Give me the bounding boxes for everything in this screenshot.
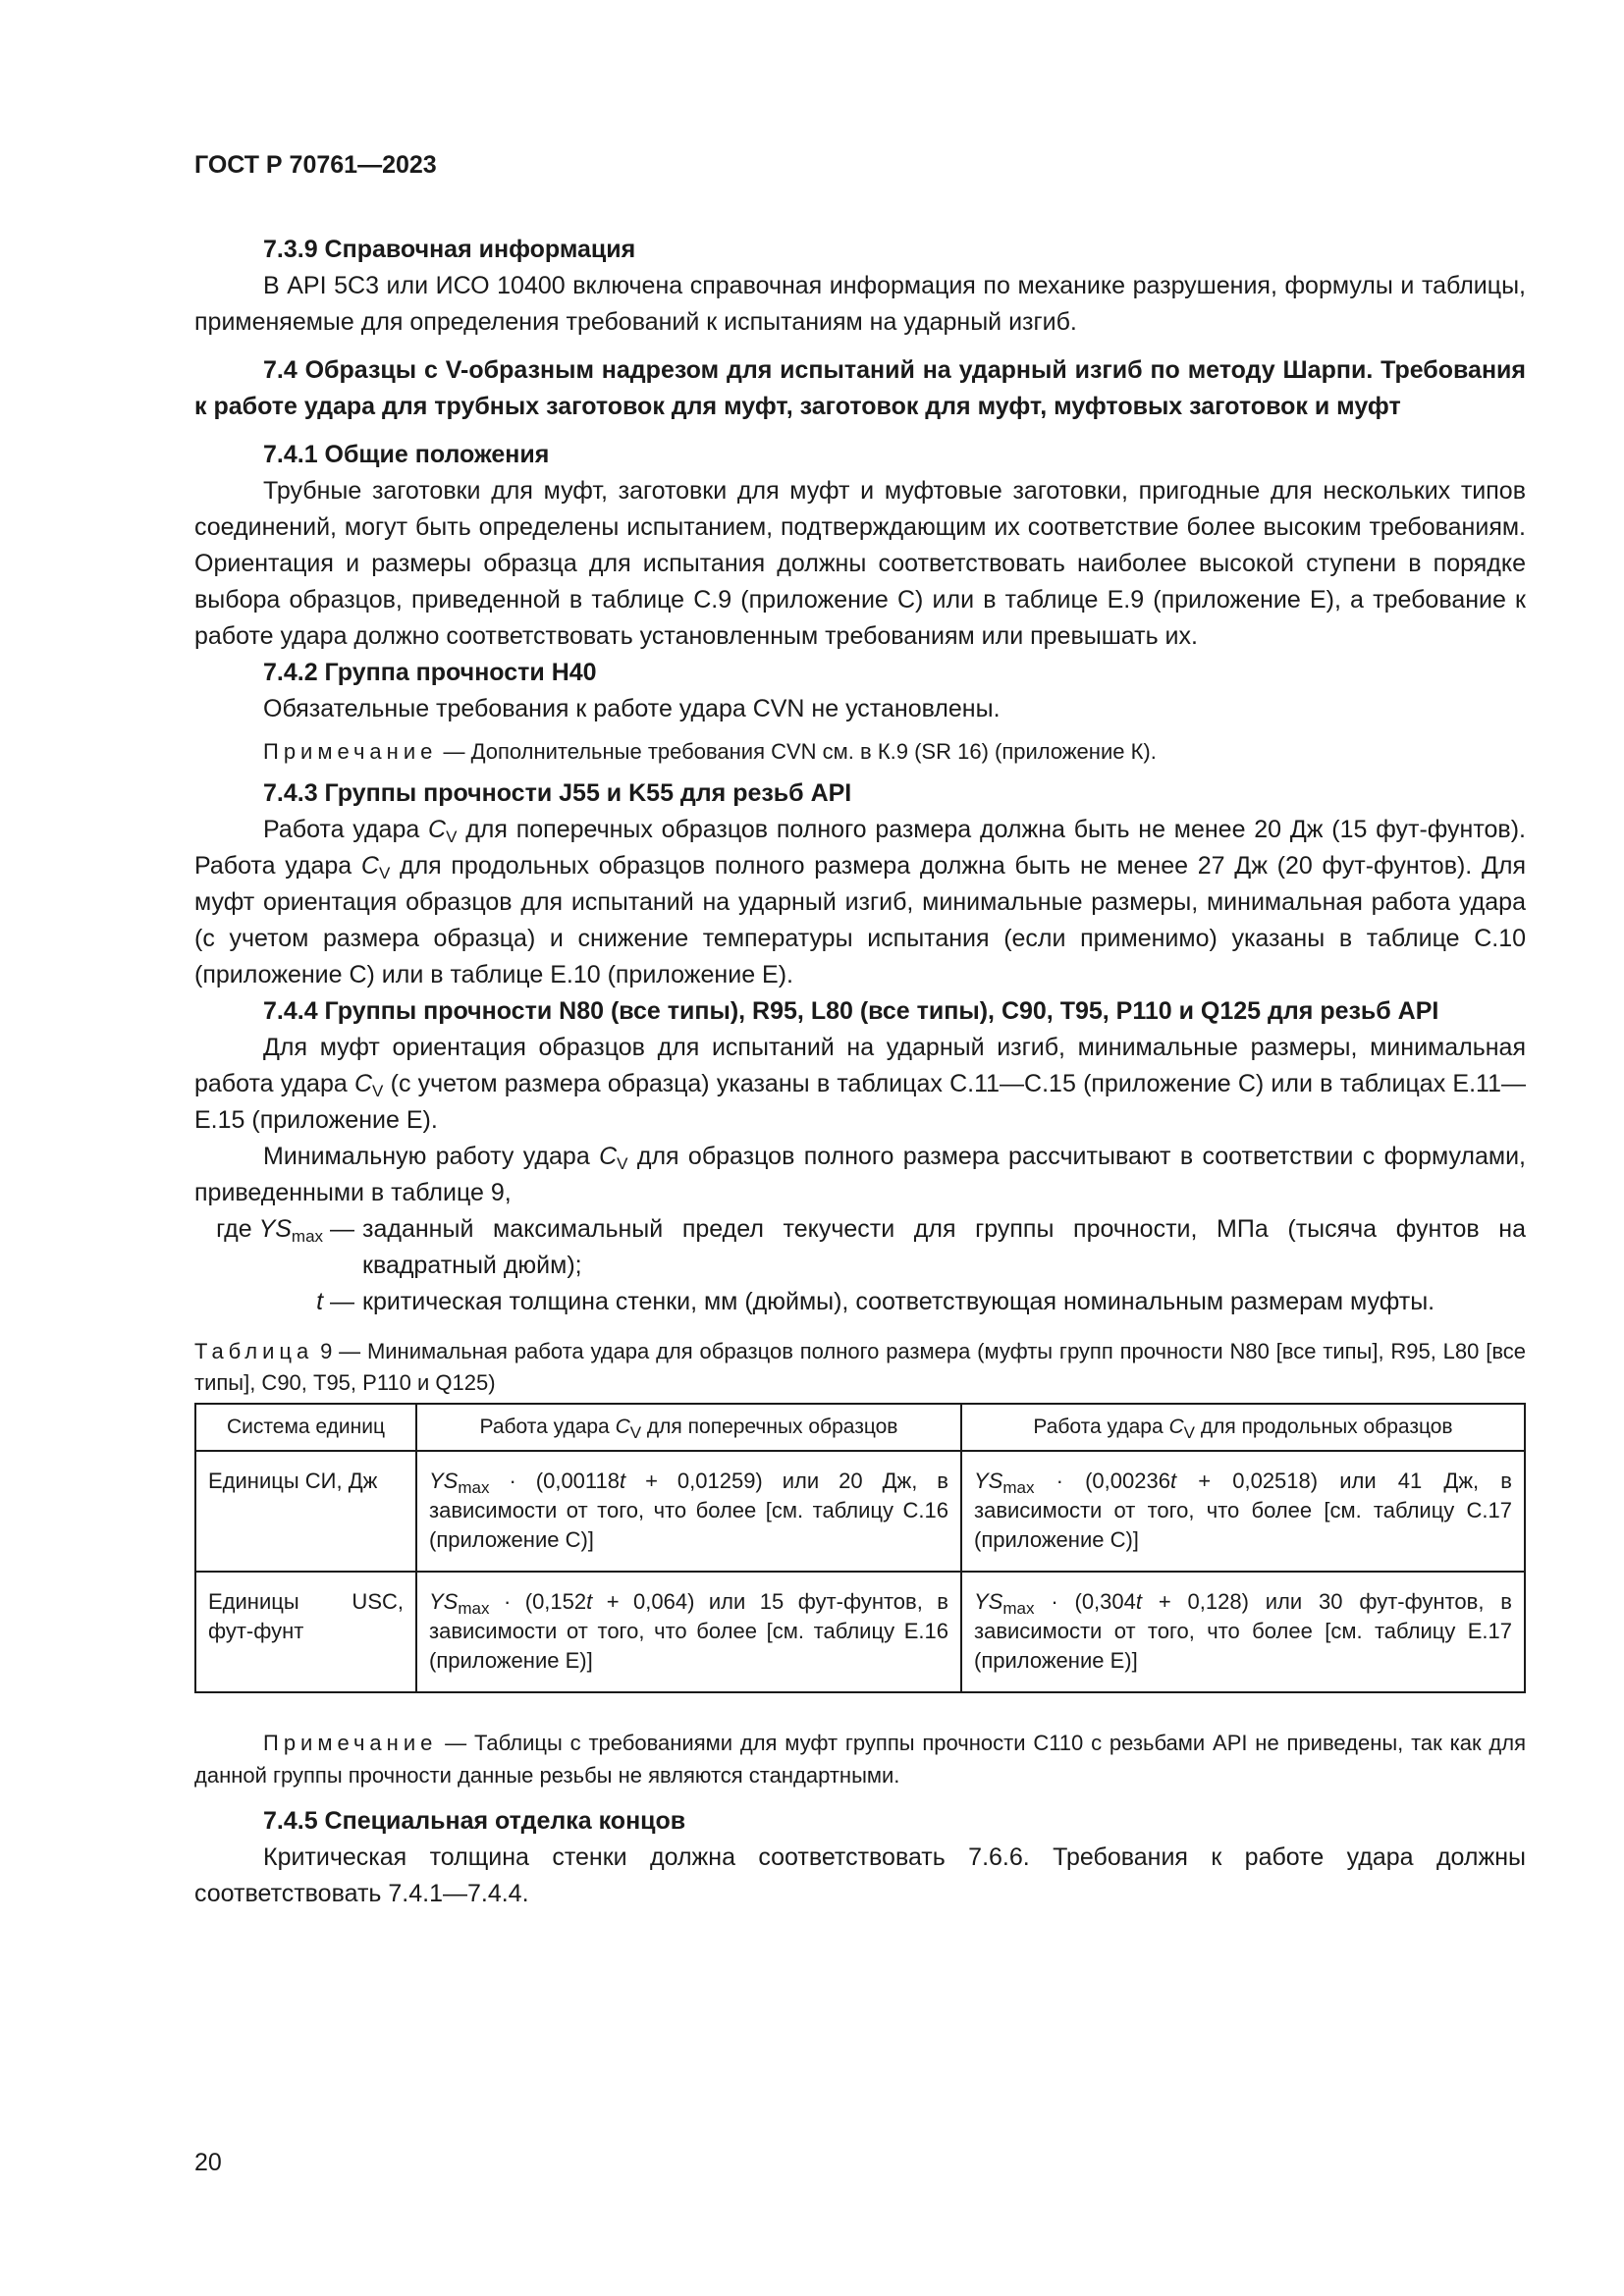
legend-ysmax-label: где $YS_{max}$ — <box>216 1215 354 1246</box>
section-7-3-9-text: В API 5C3 или ИСО 10400 включена справочная информация по механике разрушения, формулы и таблицы, применяемые для определения требований к испытаниям на ударный изгиб. <box>194 272 1526 336</box>
cell-si-units: Единицы СИ, Дж <box>195 1451 416 1572</box>
note-label: Примечание <box>263 739 438 764</box>
section-7-4-2-text: Обязательные требования к работе удара CVN не установлены. <box>263 695 1001 722</box>
section-7-4-3-title: 7.4.3 Группы прочности J55 и K55 для резьб API <box>263 779 852 807</box>
legend-ysmax-text: заданный максимальный предел текучести для группы прочности, МПа (тысяча фунтов на квадратный дюйм); <box>362 1215 1526 1279</box>
section-7-4-4-title: 7.4.4 Группы прочности N80 (все типы), R95, L80 (все типы), С90, Т95, Р110 и Q125 для резьб API <box>263 997 1439 1025</box>
cell-usc-longitudinal: $YS_{max} \cdot (0,304t + 0,128)$ или 30 фут-фунтов, в зависимости от того, что более [см. таблицу Е.17 (приложение Е)] <box>961 1572 1525 1692</box>
table-row <box>195 1572 1525 1692</box>
page-number: 20 <box>194 2149 222 2176</box>
cell-usc-transverse: $YS_{max} \cdot (0,152t + 0,064)$ или 15 фут-фунтов, в зависимости от того, что более [см. таблицу Е.16 (приложение Е)] <box>416 1572 961 1692</box>
formula-legend <box>194 1211 1526 1320</box>
section-7-4-title: 7.4 Образцы с V-образным надрезом для испытаний на ударный изгиб по методу Шарпи. Требования к работе удара для трубных заготовок для муфт, заготовок для муфт, муфтовых заготовок и муфт <box>194 356 1526 420</box>
table-caption: Таблица 9 — Минимальная работа удара для образцов полного размера (муфты групп прочности N80 [все типы], R95, L80 [все типы], С90, Т95, Р110 и Q125) <box>194 1339 1526 1395</box>
document-header: ГОСТ Р 70761—2023 <box>194 151 437 179</box>
section-7-4-2-note <box>194 735 1526 768</box>
page-body <box>194 147 1526 1912</box>
section-7-4-4-para2: Минимальную работу удара $C_V$ для образцов полного размера рассчитывают в соответствии с формулами, приведенными в таблице 9, <box>194 1143 1526 1206</box>
header-unit-system: Система единиц <box>195 1404 416 1451</box>
table-row <box>195 1451 1525 1572</box>
header-longitudinal: Работа удара $C_V$ для продольных образцов <box>961 1404 1525 1451</box>
table-note: Примечание — Таблицы с требованиями для муфт группы прочности С110 с резьбами API не приведены, так как для данной группы прочности данные резьбы не являются стандартными. <box>194 1731 1526 1788</box>
section-7-4-1-text: Трубные заготовки для муфт, заготовки для муфт и муфтовые заготовки, пригодные для нескольких типов соединений, могут быть определены испытанием, подтверждающим их соответствие более высоким требованиям. Ориентация и размеры образца для испытания должны соответствовать наиболее высокой ступени в порядке выбора образцов, приведенной в таблице С.9 (приложение С) или в таблице Е.9 (приложение Е), а требование к работе удара должно соответствовать установленным требованиям или превышать их. <box>194 477 1526 650</box>
impact-energy-table <box>194 1403 1526 1693</box>
cell-si-longitudinal: $YS_{max} \cdot (0,00236t + 0,02518)$ или 41 Дж, в зависимости от того, что более [см. таблицу С.17 (приложение С)] <box>961 1451 1525 1572</box>
legend-t-label: t — <box>316 1288 354 1315</box>
note-text: — Дополнительные требования CVN см. в К.9 (SR 16) (приложение К). <box>437 739 1157 764</box>
section-7-3-9-title: 7.3.9 Справочная информация <box>263 236 636 263</box>
table-header-row <box>195 1404 1525 1451</box>
cell-si-transverse: $YS_{max} \cdot (0,00118t + 0,01259)$ или 20 Дж, в зависимости от того, что более [см. таблицу С.16 (приложение С)] <box>416 1451 961 1572</box>
section-7-4-3-text: Работа удара $C_V$ для поперечных образцов полного размера должна быть не менее 20 Дж (15 фут-фунтов). Работа удара $C_V$ для продольных образцов полного размера должна быть не менее 27 Дж (20 фут-фунтов). Для муфт ориентация образцов для испытаний на ударный изгиб, минимальные размеры, минимальная работа удара (с учетом размера образца) и снижение температуры испытания (если применимо) указаны в таблице С.10 (приложение С) или в таблице Е.10 (приложение Е). <box>194 816 1527 988</box>
header-transverse: Работа удара $C_V$ для поперечных образцов <box>416 1404 961 1451</box>
legend-t-text: критическая толщина стенки, мм (дюймы), соответствующая номинальным размерам муфты. <box>362 1288 1435 1315</box>
section-7-4-5-title: 7.4.5 Специальная отделка концов <box>263 1807 686 1835</box>
section-7-4-5-text: Критическая толщина стенки должна соответствовать 7.6.6. Требования к работе удара должны соответствовать 7.4.1—7.4.4. <box>194 1843 1526 1907</box>
cell-usc-units: Единицы USC, фут-фунт <box>195 1572 416 1692</box>
section-7-4-4-para1: Для муфт ориентация образцов для испытаний на ударный изгиб, минимальные размеры, минимальная работа удара $C_V$ (с учетом размера образца) указаны в таблицах С.11—С.15 (приложение С) или в таблицах Е.11—Е.15 (приложение Е). <box>194 1034 1527 1134</box>
section-7-4-1-title: 7.4.1 Общие положения <box>263 441 550 468</box>
section-7-4-2-title: 7.4.2 Группа прочности Н40 <box>263 659 597 686</box>
